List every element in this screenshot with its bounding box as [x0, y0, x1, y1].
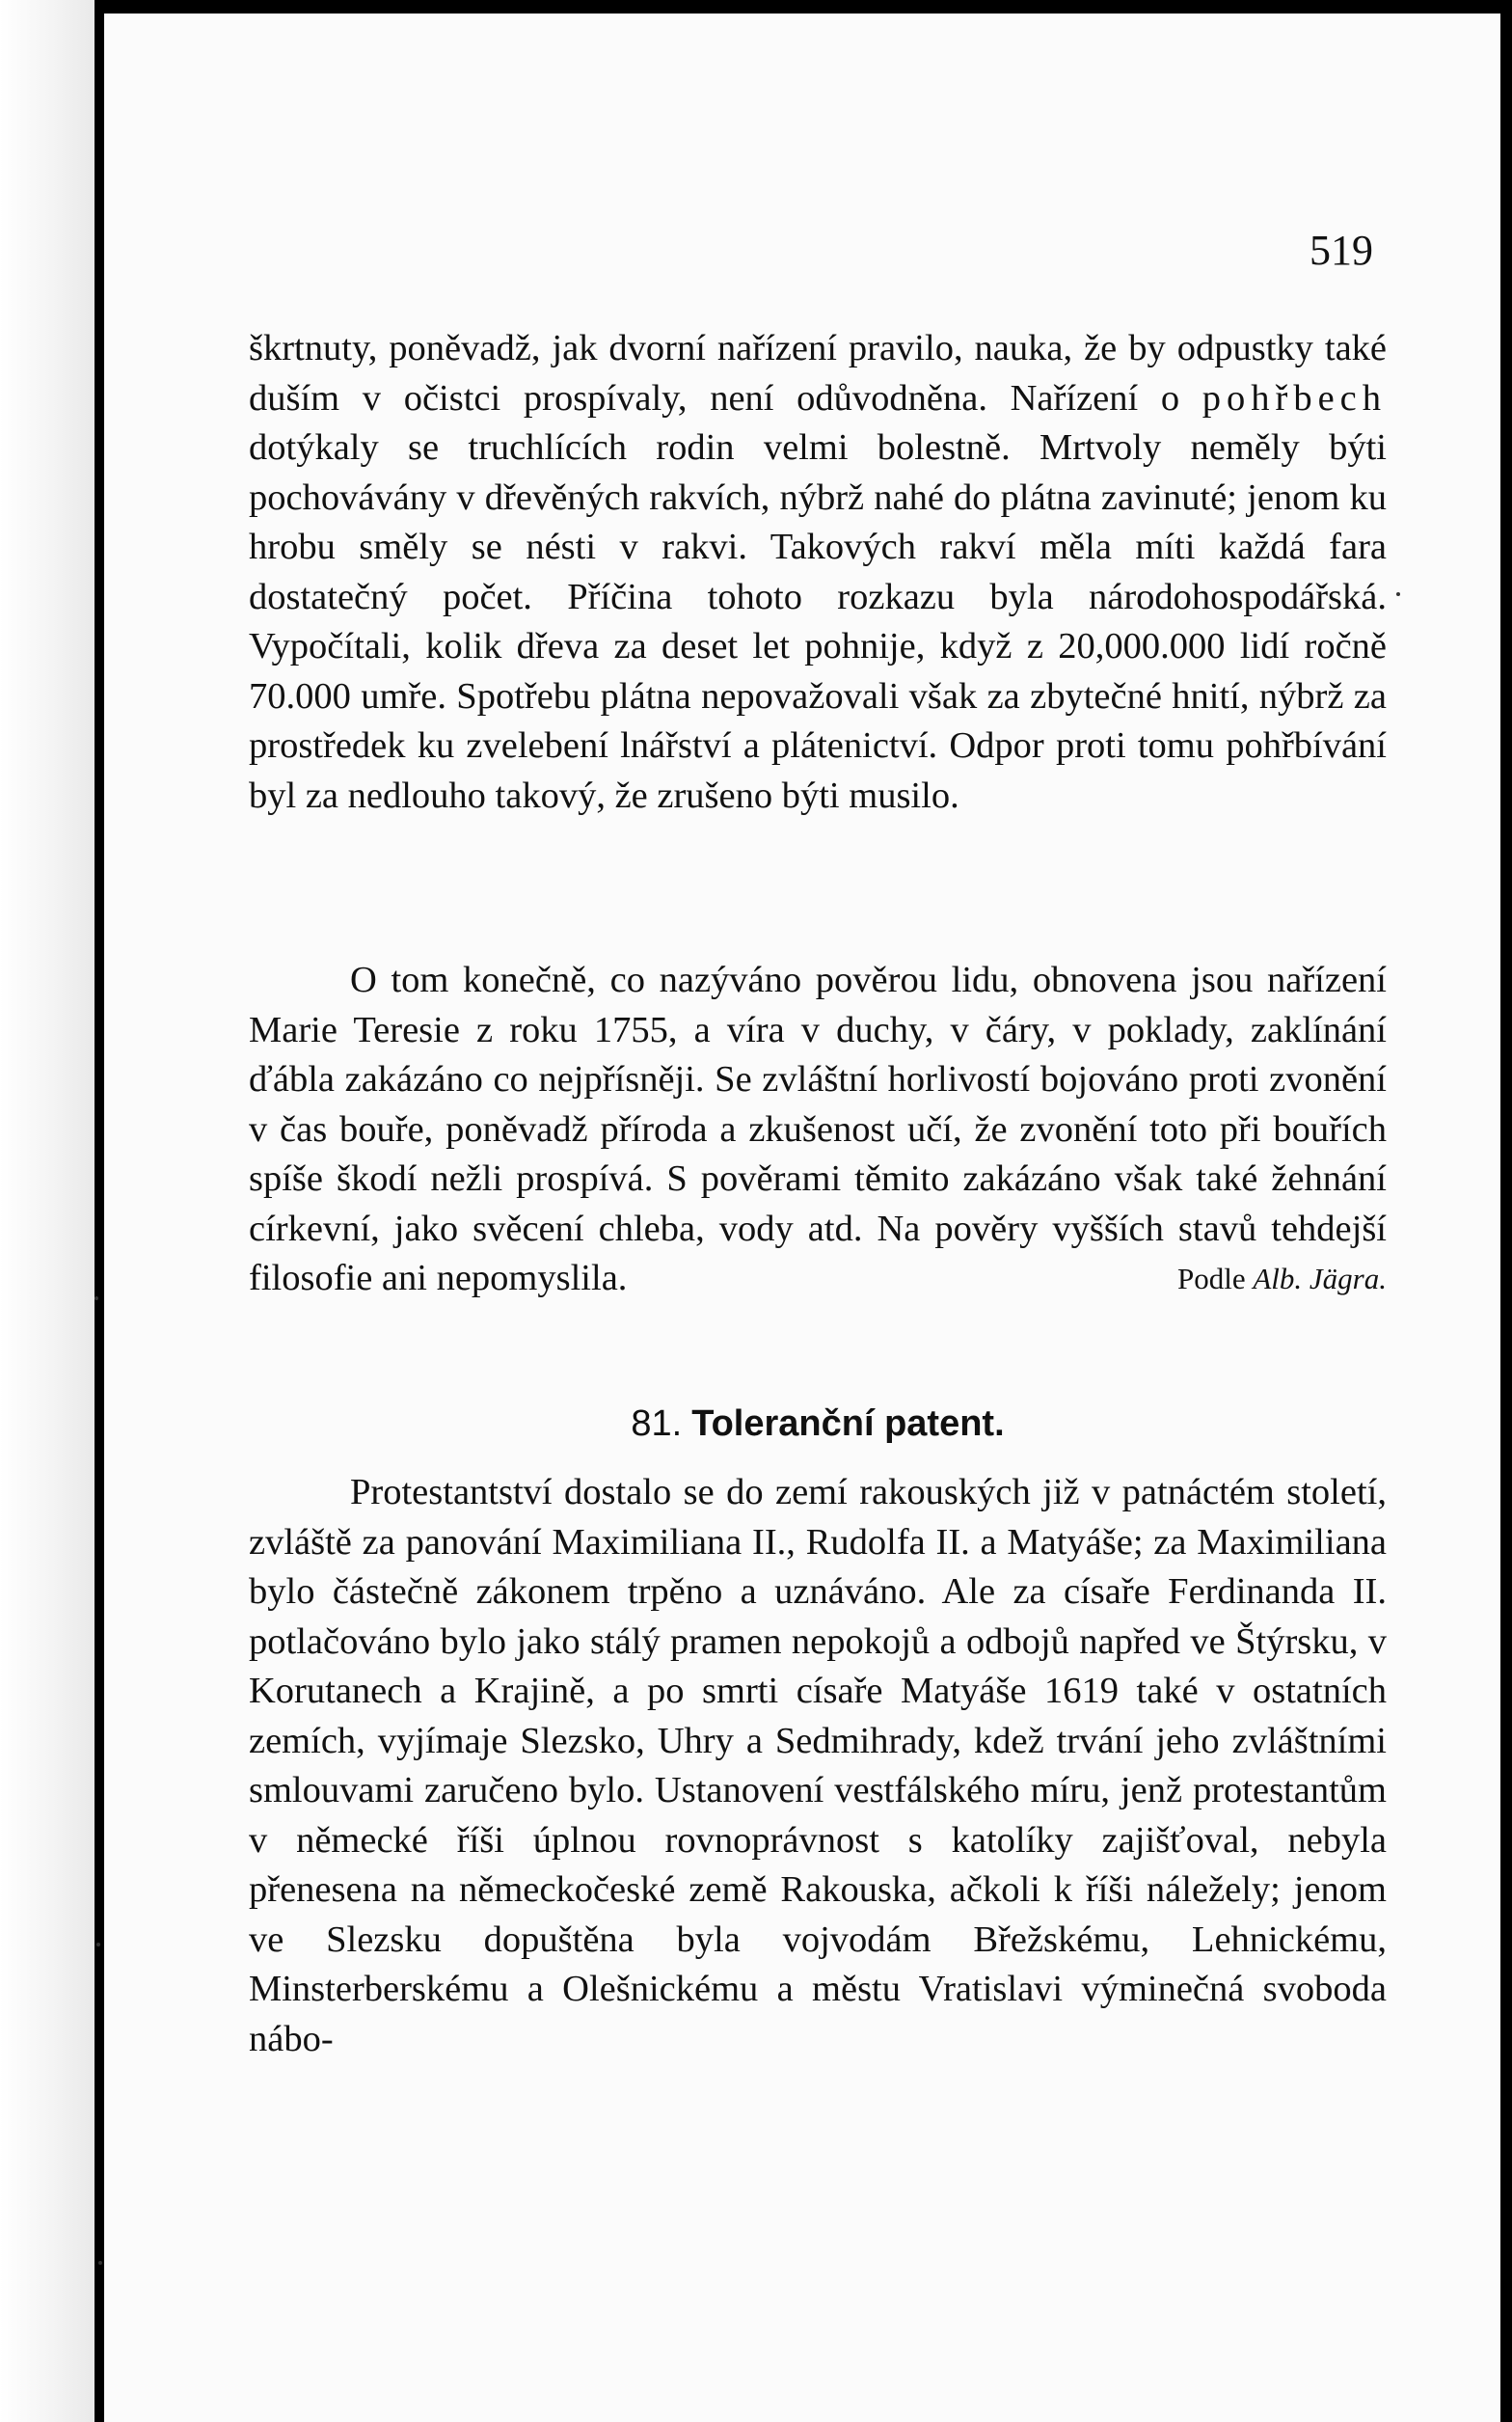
section-title: Toleranční patent. — [691, 1403, 1005, 1444]
paragraph-3-text: Protestantství dostalo se do zemí rakouských již v patnáctém století, zvláště za panování Maximiliana II., Rudolfa II. a Matyáše; za Maximiliana bylo částečně zákonem trpěno a uznáváno. Ale za císaře Ferdinanda II. potlačováno bylo jako stálý pramen nepokojů a odbojů napřed ve Štýrsku, v Korutanech a Krajině, a po smrti císaře Matyáše 1619 také v ostatních zemích, vyjímaje Slezsko, Uhry a Sedmihrady, kdež trvání jeho zvláštními smlouvami zaručeno bylo. Ustanovení vestfálského míru, jenž protestantům v německé říši úplnou rovnoprávnost s katolíky zajišťoval, nebyla přenesena na německočeské země Rakouska, ačkoli k říši náležely; jenom ve Slezsku dopuštěna byla vojvodám Břežskému, Lehnickému, Minsterberskému a Olešnickému a městu Vratislavi výminečná svoboda nábo- — [249, 1472, 1387, 2059]
paragraph-2 — [249, 956, 1387, 1304]
page-number: 519 — [1310, 227, 1373, 274]
paragraph-1-part-2: dotýkaly se truchlících rodin velmi bolestně. Mrtvoly neměly býti pochovávány v dřevěných rakvích, nýbrž nahé do plátna zavinuté; jenom ku hrobu směly se nésti v rakvi. Takových rakví měla míti každá fara dostatečný počet. Příčina tohoto rozkazu byla národohospodářská. Vypočítali, kolik dřeva za deset let pohnije, když z 20,000.000 lidí ročně 70.000 umře. Spotřebu plátna nepovažovali však za zbytečné hnití, nýbrž za prostředek ku zvelebení lnářství a plátenictví. Odpor proti tomu pohřbívání byl za nedlouho takový, že zrušeno býti musilo. — [249, 427, 1387, 816]
paragraph-2-text — [249, 956, 1387, 1304]
scan-border-top — [94, 0, 1512, 14]
scan-speck — [1396, 592, 1400, 596]
scan-border-left — [94, 0, 104, 2422]
scan-speck — [94, 1296, 98, 1300]
paragraph-1-text — [249, 324, 1387, 821]
book-page — [104, 14, 1500, 2422]
paragraph-1 — [249, 324, 1387, 821]
paragraph-2-body: O tom konečně, co nazýváno pověrou lidu, obnovena jsou nařízení Marie Teresie z roku 1755, a víra v duchy, v čáry, v poklady, zaklínání ďábla zakázáno co nejpřísněji. Se zvláštní horlivostí bojováno proti zvonění v čas bouře, poněvadž příroda a zkušenost učí, že zvonění toto při bouřích spíše škodí nežli prospívá. S pověrami těmito zakázáno však také žehnání církevní, jako svěcení chleba, vody atd. Na pověry vyšších stavů tehdejší filosofie ani nepomyslila. — [249, 960, 1387, 1298]
attribution — [1076, 1254, 1387, 1304]
spaced-word: pohřbech — [1202, 377, 1387, 419]
scan-speck — [98, 2261, 102, 2265]
attribution-author: Alb. Jägra. — [1253, 1262, 1387, 1295]
section-heading — [249, 1403, 1387, 1445]
scan-speck — [96, 1943, 100, 1946]
paragraph-3 — [249, 1468, 1387, 2064]
book-gutter — [0, 0, 94, 2422]
scan-border-right — [1500, 0, 1512, 2422]
section-number: 81. — [631, 1403, 683, 1444]
paragraph-1-part-1: škrtnuty, poněvadž, jak dvorní nařízení pravilo, nauka, že by odpustky také duším v očistci prospívaly, není odůvodněna. Nařízení o — [249, 328, 1387, 419]
attribution-prefix: Podle — [1177, 1262, 1246, 1295]
